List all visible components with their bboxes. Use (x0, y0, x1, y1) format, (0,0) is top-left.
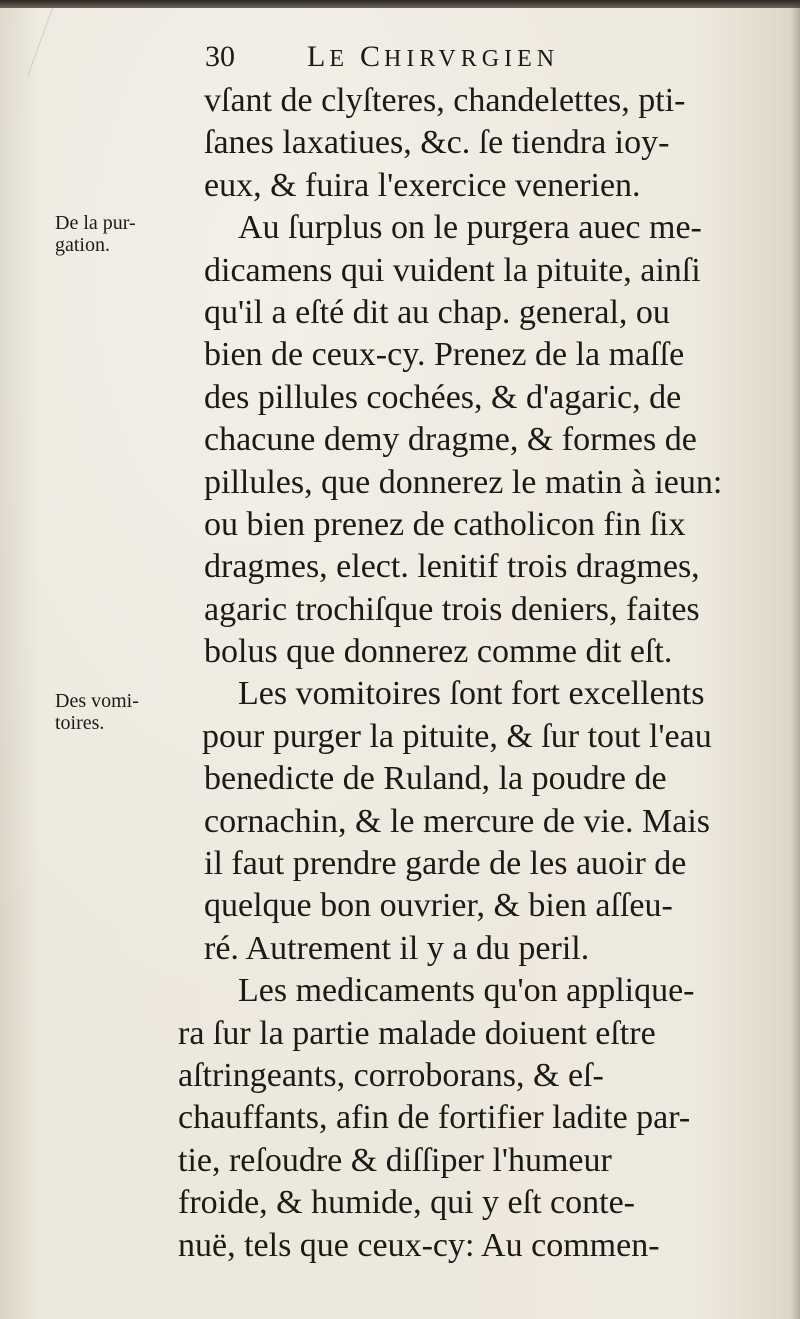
running-header (205, 40, 559, 84)
margin-note-line: Des vomi- (55, 690, 139, 712)
margin-note-line: toires. (55, 712, 105, 734)
running-title-article: E (329, 46, 360, 72)
text-line: bien de ceux-cy. Prenez de la maſſe (204, 336, 685, 374)
text-line: tie, reſoudre & diſſiper l'humeur (178, 1141, 612, 1179)
running-title-word: HIRVRGIEN (384, 46, 560, 72)
running-title (307, 40, 559, 74)
text-line: ou bien prenez de catholicon fin ſix (204, 505, 686, 543)
running-title-initial: L (307, 40, 330, 73)
text-line: ra ſur la partie malade doiuent eſtre (178, 1014, 656, 1052)
running-title-capital: C (360, 40, 385, 73)
text-line: cornachin, & le mercure de vie. Mais (204, 802, 711, 840)
text-line: ré. Autrement il y a du peril. (204, 929, 590, 967)
text-line: quelque bon ouvrier, & bien aſſeu- (204, 887, 673, 925)
page-top-edge (0, 0, 800, 8)
text-line: nuë, tels que ceux-cy: Au commen- (178, 1226, 660, 1264)
text-line: chauffants, afin de fortifier ladite par- (178, 1099, 691, 1137)
body-text (178, 80, 793, 1267)
text-line: qu'il a eſté dit au chap. general, ou (204, 293, 670, 331)
text-line: vſant de clyſteres, chandelettes, pti- (204, 82, 686, 119)
text-line: benedicte de Ruland, la poudre de (204, 760, 667, 798)
text-line: il faut prendre garde de les auoir de (204, 845, 687, 883)
text-line: pillules, que donnerez le matin à ieun: (204, 463, 723, 501)
text-line: pour purger la pituite, & ſur tout l'eau (202, 717, 712, 755)
page-number: 30 (205, 40, 235, 73)
margin-note-line: De la pur- (55, 212, 136, 234)
text-line: agaric trochiſque trois deniers, faites (204, 590, 700, 628)
text-line: des pillules cochées, & d'agaric, de (204, 378, 682, 416)
text-line: Les medicaments qu'on applique- (238, 972, 695, 1010)
text-line: froide, & humide, qui y eſt conte- (178, 1184, 635, 1222)
margin-note-purgation (55, 212, 136, 256)
page-corner-fold (0, 6, 54, 76)
text-line: aſtringeants, corroborans, & eſ- (178, 1056, 604, 1094)
text-line: eux, & fuira l'exercice venerien. (204, 166, 641, 204)
margin-note-vomitories (55, 690, 139, 734)
text-line: dicamens qui vuident la pituite, ainſi (204, 251, 701, 289)
text-line: Au ſurplus on le purgera auec me- (238, 209, 702, 247)
text-line: dragmes, elect. lenitif trois dragmes, (204, 548, 700, 586)
text-line: bolus que donnerez comme dit eſt. (204, 633, 673, 671)
text-line: chacune demy dragme, & formes de (204, 421, 697, 459)
text-line: Les vomitoires ſont fort excellents (238, 675, 705, 713)
text-line: ſanes laxatiues, &c. ſe tiendra ioy- (204, 124, 670, 162)
margin-note-line: gation. (55, 234, 110, 256)
